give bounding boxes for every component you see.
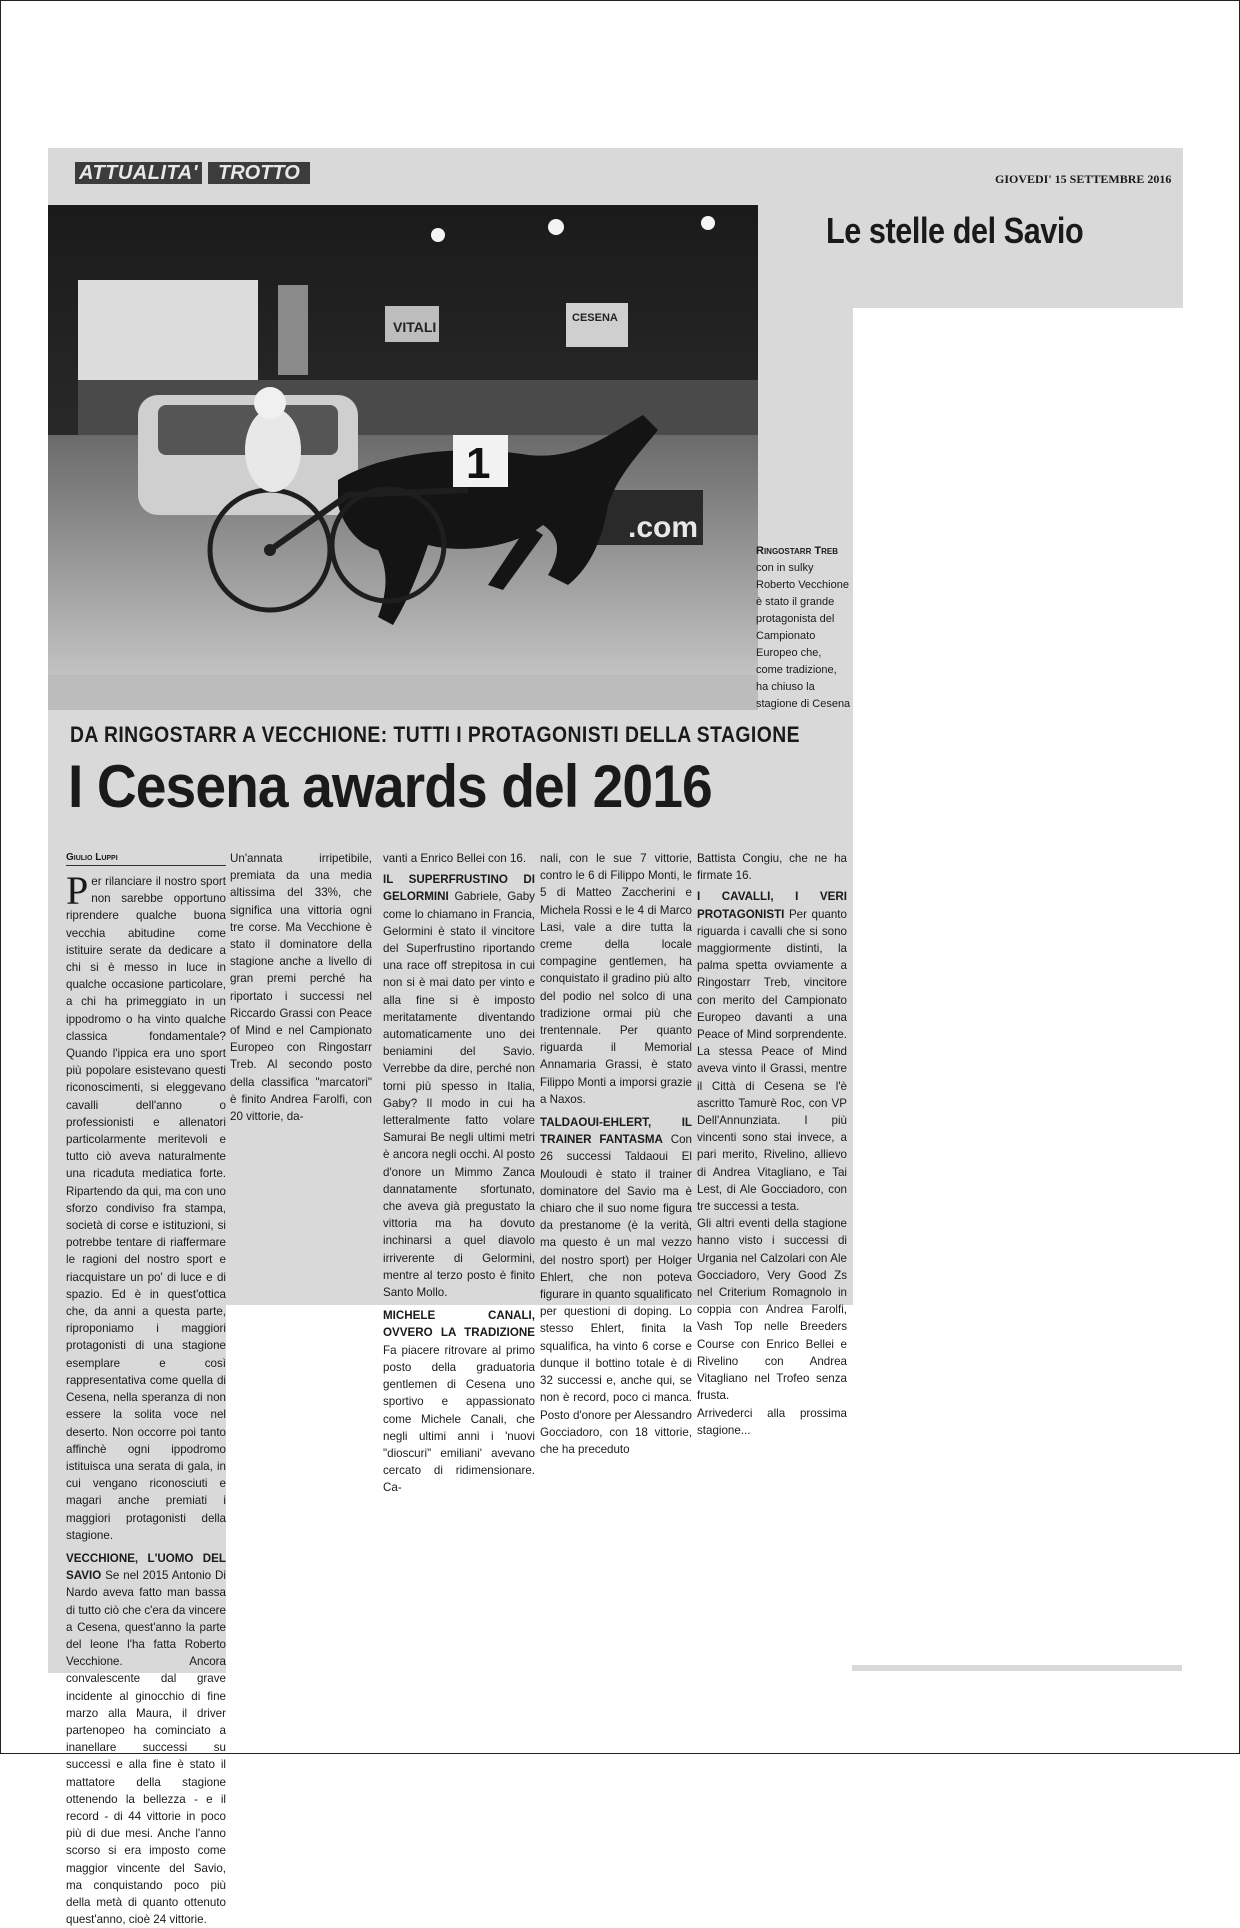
sign-dotcom: .com <box>628 511 699 544</box>
subheading: TALDAOUI-EHLERT, IL TRAINER FANTASMA <box>540 1116 692 1147</box>
article-column-5 <box>697 850 847 1439</box>
trotting-race-illustration <box>48 205 758 710</box>
sign-cesena: CESENA <box>572 312 618 324</box>
kicker: DA RINGOSTARR A VECCHIONE: TUTTI I PROTAGONISTI DELLA STAGIONE <box>70 722 800 747</box>
caption-text: con in sulky Roberto Vecchione è stato il grande protagonista del Campionato Europeo che, come tradizione, ha chiuso la stagione di Cesena <box>756 562 851 710</box>
paragraph: Per quanto riguarda i cavalli che si sono maggiormente distinti, la palma spetta ovviamente a Ringostarr Treb, vincitore con merito del Campionato Europeo davanti a una Peace of Mind sorprendente. La stessa Peace of Mind aveva vinto il Grassi, mentre il Città di Cesena se l'è ascritto Tamurè Roc, con VP Dell'Annunziata. I più vincenti sono stai invece, a pari merito, Rivelino, allievo di Andrea Vitagliano, e Tai Lest, di Ale Gocciadoro, con tre successi a testa. <box>697 907 847 1214</box>
paragraph: Con 26 successi Taldaoui El Mouloudi è stato il trainer dominatore del Savio ma è chiaro che il suo nome figura da prestanome (è la verità, ma questo è un mal vezzo del nostro sport) per Holger Ehlert, che non poteva figurare in quanto squalificato per questioni di doping. Lo stesso Ehlert, finita la squalifica, ha vinto 6 corse e dunque il bottino totale è di 32 successi e, anche qui, se non è record, poco ci manca. Posto d'onore per Alessandro Gocciadoro, con 18 vittorie, che ha preceduto <box>540 1133 692 1456</box>
paragraph: Se nel 2015 Antonio Di Nardo aveva fatto man bassa di tutto ciò che c'era da vincere a Cesena, quest'anno la parte del leone l'ha fatta Roberto Vecchione. Ancora convalescente dal grave incidente al ginocchio di fine marzo alla Maura, il driver partenopeo ha cominciato a inanellare successi su successi e alla fine è stato il mattatore della stagione ottenendo la bellezza - e il record - di 44 vittorie in poco più di due mesi. Anche l'anno scorso si era imposto come maggior vincente del Savio, ma conquistando poco più della metà di quanto ottenuto quest'anno, cioè 24 vittorie. <box>66 1569 226 1927</box>
paragraph: Arrivederci alla prossima stagione... <box>697 1406 847 1437</box>
paragraph: vanti a Enrico Bellei con 16. <box>383 852 527 865</box>
paragraph: Un'annata irripetibile, premiata da una media altissima del 33%, che significa una vittoria ogni tre corse. Ma Vecchione è stato il dominatore della stagione anche a livello di gran premi perché ha riportato i successi nel Riccardo Grassi con Peace of Mind e nel Campionato Europeo con Ringostarr Treb. Al secondo posto della classifica "marcatori" è finito Andrea Farolfi, con 20 vittorie, da- <box>230 852 372 1124</box>
race-photo <box>48 205 758 710</box>
photo-caption <box>756 543 851 713</box>
caption-lead: Ringostarr Treb <box>756 545 839 557</box>
byline: Giulio Luppi <box>66 852 226 866</box>
subheading: I CAVALLI, I VERI PROTAGONISTI <box>697 890 847 921</box>
paragraph: Gabriele, Gaby come lo chiamano in Francia, Gelormini è stato il vincitore del Superfrustino riportando una race off strepitosa in cui non si è mai dato per vinto e alla fine si è imposto meritatamente diventando automaticamente uno dei beniamini del Savio. Verrebbe da dire, perché non torni più spesso in Italia, Gaby? Il modo in cui ha letteralmente fatto volare Samurai Be negli ultimi metri è ancora negli occhi. Al posto d'onore un Mimmo Zanca dannatamente sfortunato, che aveva già pregustato la vittoria ma ha dovuto inchinarsi a quel diavolo irriverente di Gelormini, mentre al terzo posto è finito Santo Mollo. <box>383 890 535 1300</box>
subheading: IL SUPERFRUSTINO DI GELORMINI <box>383 873 535 904</box>
rubric-subsection: TROTTO <box>208 162 310 184</box>
saddle-number: 1 <box>466 439 491 488</box>
paragraph: Battista Congiu, che ne ha firmate 16. <box>697 852 847 883</box>
article-column-1 <box>66 868 226 1928</box>
paragraph: nali, con le sue 7 vittorie, contro le 6 di Filippo Monti, le 5 di Matteo Zaccherini e Michela Rossi e le 4 di Marco Lasi, vale a dire tutta la creme della locale compagine gentlemen, ha conquistato il gradino più alto del podio nel solco di una tradizione ormai più che trentennale. Per quanto riguarda il Memorial Annamaria Grassi, è stato Filippo Monti a imporsi grazie a Naxos. <box>540 852 692 1106</box>
drop-cap: P <box>66 868 89 913</box>
article-column-3 <box>383 850 535 1497</box>
rubric-section: ATTUALITA' <box>75 162 202 184</box>
sign-vitali: VITALI <box>393 319 437 335</box>
clipping-edge <box>852 1665 1182 1671</box>
article-column-2 <box>230 850 372 1125</box>
paragraph: Fa piacere ritrovare al primo posto della graduatoria gentlemen di Cesena uno sportivo e appassionato come Michele Canali, che negli ultimi anni i 'nuovi "dioscuri" emiliani' avevano cercato di ridimensionare. Ca- <box>383 1343 535 1495</box>
paragraph: er rilanciare il nostro sport non sarebbe opportuno riprendere qualche buona vecchia abitudine come istituire serate da dedicare a chi si è messo in luce in qualche occasione particolare, a chi ha primeggiato in un ippodromo o ha vinto qualche classica fondamentale? Quando l'ippica era uno sport più popolare esistevano questi riconoscimenti, si eleggevano cavalli dell'anno o professionisti e allenatori particolarmente meritevoli e tutto ciò aveva naturalmente una ricaduta mediatica forte. Ripartendo da qui, ma con uno sforzo condiviso fra stampa, società di corse e istituzioni, si potrebbe tentare di riaffermare le ragioni del nostro sport e riacquistare un po' di luce e di spazio. Ed è in quest'ottica che, da anni a questa parte, riproponiamo i maggiori protagonisti di una stagione esemplare e così rappresentativa come quella di Cesena, nella speranza di non essere la solita voce nel deserto. Non occorre poi tanto affinchè ogni ippodromo istituisca una serata di gala, in cui vengano riconosciuti e magari anche premiati i maggiori protagonisti della stagione. <box>66 875 226 1542</box>
rubric <box>75 162 310 185</box>
page-header-title: Le stelle del Savio <box>826 210 1084 251</box>
issue-date: GIOVEDI' 15 SETTEMBRE 2016 <box>995 172 1172 186</box>
headline: I Cesena awards del 2016 <box>68 753 712 820</box>
paragraph: Gli altri eventi della stagione hanno visto i successi di Urgania nel Calzolari con Ale Gocciadoro, Very Good Zs nel Criterium Romagnolo in coppia con Andrea Farolfi, Vash Top nelle Breeders Course con Enrico Bellei e Rivelino con Andrea Vitagliano nel Trofeo senza frusta. <box>697 1217 847 1403</box>
article-column-4 <box>540 850 692 1458</box>
subheading: MICHELE CANALI, OVVERO LA TRADIZIONE <box>383 1309 535 1340</box>
subheading: VECCHIONE, L'UOMO DEL SAVIO <box>66 1551 226 1583</box>
